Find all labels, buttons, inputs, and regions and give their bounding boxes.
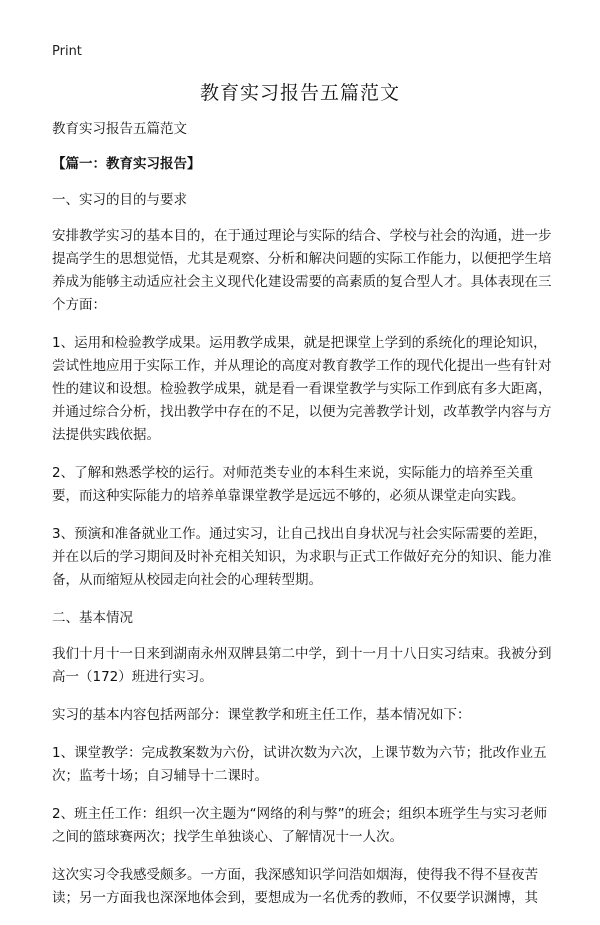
reflection-paragraph: 这次实习令我感受颇多。一方面，我深感知识学问浩如烟海，使得我不得不昼夜苦读；另一方面我也深深地体会到，要想成为一名优秀的教师，不仅要学识渊博，其 <box>52 867 538 906</box>
content-intro-paragraph: 实习的基本内容包括两部分：课堂教学和班主任工作，基本情况如下： <box>52 707 471 723</box>
print-link[interactable]: Print <box>52 44 82 59</box>
document-subtitle: 教育实习报告五篇范文 <box>52 121 187 137</box>
part1-heading: 一、实习的目的与要求 <box>52 192 187 208</box>
homeroom-paragraph: 2、班主任工作：组织一次主题为“网络的利与弊”的班会；组织本班学生与实习老师之间的篮球赛两次；找学生单独谈心、了解情况十一人次。 <box>52 806 548 845</box>
teaching-paragraph: 1、课堂教学：完成教案数为六份，试讲次数为六次，上课节数为六节；批改作业五次；监考十场；自习辅导十二课时。 <box>52 745 547 784</box>
point-3-paragraph: 3、预演和准备就业工作。通过实习，让自己找出自身状况与社会实际需要的差距，并在以后的学习期间及时补充相关知识，为求职与正式工作做好充分的知识、能力准备，从而缩短从校园走向社会的心理转型期。 <box>52 526 552 588</box>
point-2-paragraph: 2、了解和熟悉学校的运行。对师范类专业的本科生来说，实际能力的培养至关重要，而这种实际能力的培养单靠课堂教学是远远不够的，必须从课堂走向实践。 <box>52 465 534 504</box>
point-1-paragraph: 1、运用和检验教学成果。运用教学成果，就是把课堂上学到的系统化的理论知识，尝试性地应用于实际工作，并从理论的高度对教育教学工作的现代化提出一些有针对性的建议和设想。检验教学成果，就是看一看课堂教学与实际工作到底有多大距离，并通过综合分析，找出教学中存在的不足，以便为完善教学计划，改革教学内容与方法提供实践依据。 <box>52 335 552 443</box>
intro-paragraph: 安排教学实习的基本目的，在于通过理论与实际的结合、学校与社会的沟通，进一步提高学生的思想觉悟，尤其是观察、分析和解决问题的实际工作能力，以便把学生培养成为能够主动适应社会主义现代化建设需要的高素质的复合型人才。具体表现在三个方面： <box>52 228 552 313</box>
section-heading: 【篇一：教育实习报告】 <box>52 156 201 172</box>
part2-heading: 二、基本情况 <box>52 610 133 626</box>
document-body <box>52 118 552 925</box>
page-title: 教育实习报告五篇范文 <box>199 82 400 104</box>
basic-info-paragraph: 我们十月十一日来到湖南永州双牌县第二中学，到十一月十八日实习结束。我被分到高一（172）班进行实习。 <box>52 646 552 685</box>
